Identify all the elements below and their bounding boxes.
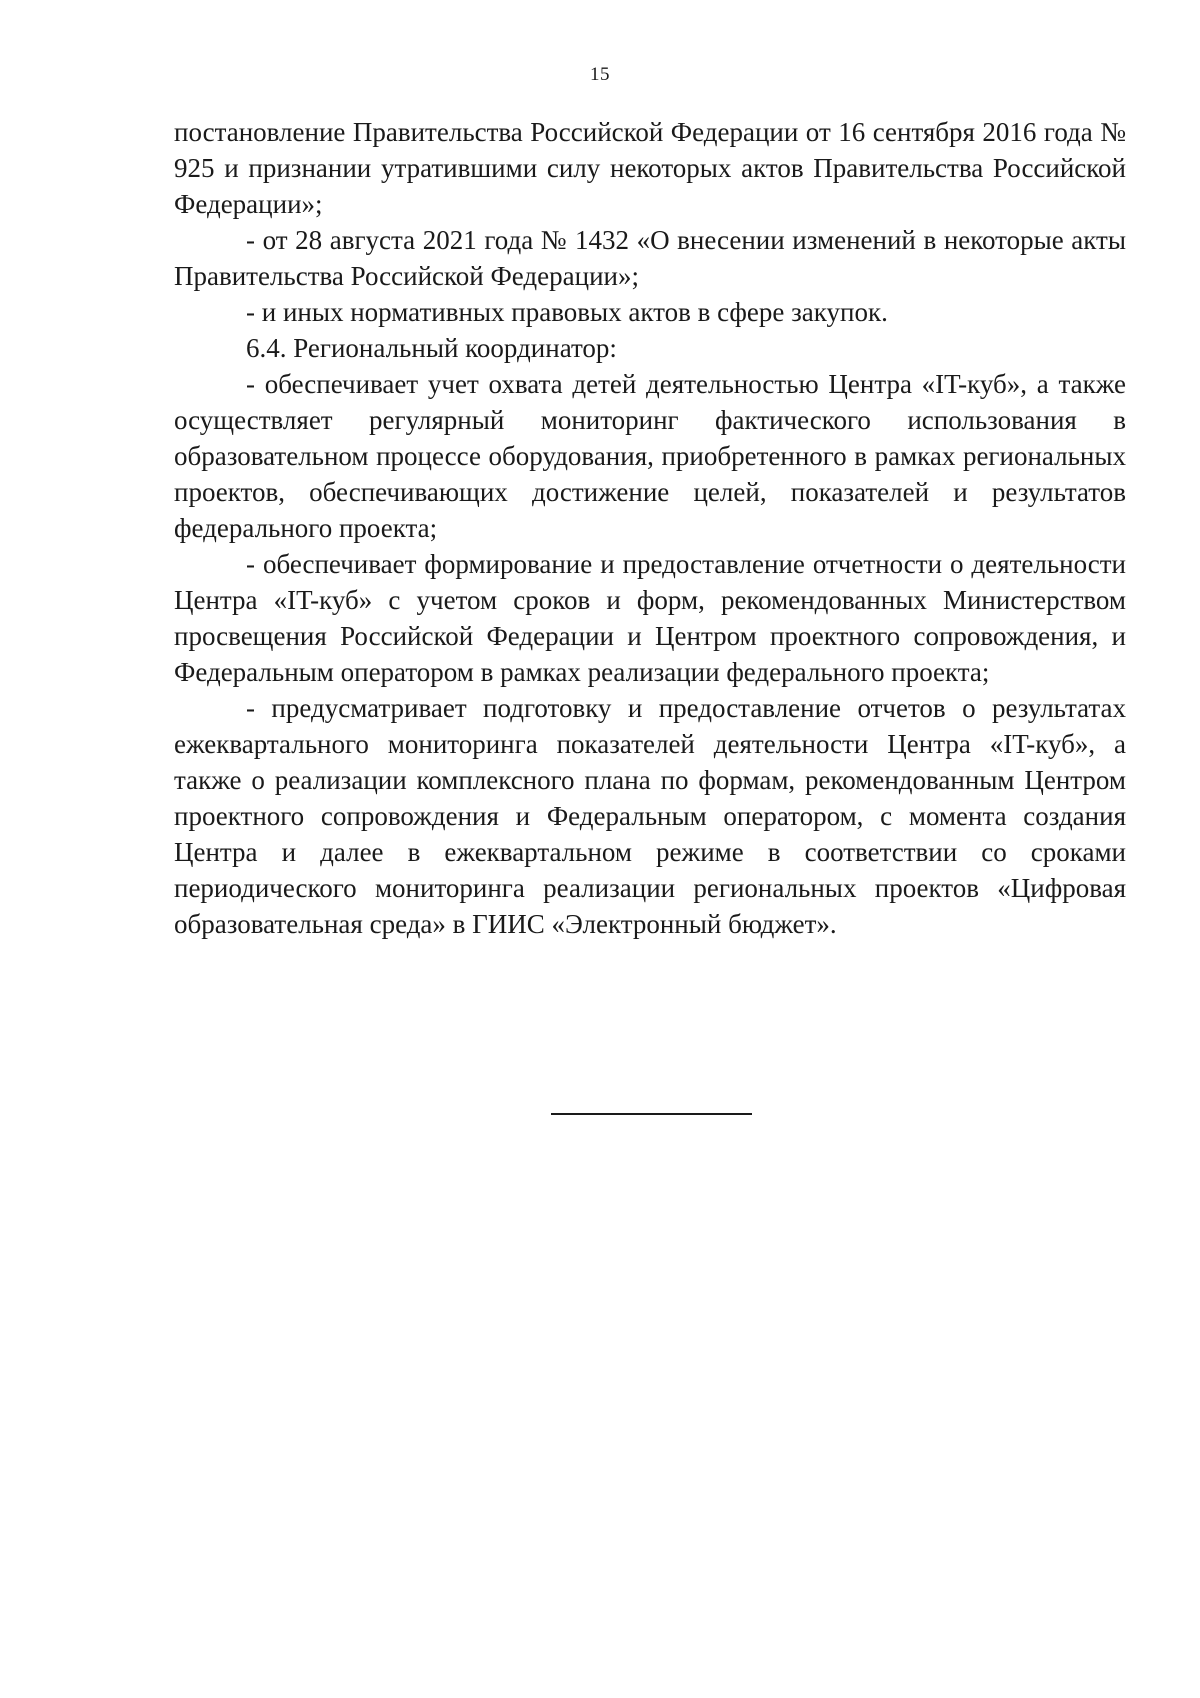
document-body [174,114,1126,942]
paragraph-continuation: постановление Правительства Российской Федерации от 16 сентября 2016 года № 925 и признании утратившими силу некоторых актов Правительства Российской Федерации»; [174,117,1126,219]
paragraph-list-item: - и иных нормативных правовых актов в сфере закупок. [246,297,888,327]
page-number: 15 [590,64,610,85]
paragraph-list-item: - обеспечивает учет охвата детей деятельностью Центра «IT-куб», а также осуществляет регулярный мониторинг фактического использования в образовательном процессе оборудования, приобретенного в рамках региональных проектов, обеспечивающих достижение целей, показателей и результатов федерального проекта; [174,369,1126,543]
paragraph-list-item: - от 28 августа 2021 года № 1432 «О внесении изменений в некоторые акты Правительства Российской Федерации»; [174,225,1126,291]
section-heading: 6.4. Региональный координатор: [246,333,617,363]
paragraph-list-item: - обеспечивает формирование и предоставление отчетности о деятельности Центра «IT-куб» с учетом сроков и форм, рекомендованных Министерством просвещения Российской Федерации и Центром проектного сопровождения, и Федеральным оператором в рамках реализации федерального проекта; [174,549,1126,687]
end-of-document-rule [551,1113,752,1115]
paragraph-list-item: - предусматривает подготовку и предоставление отчетов о результатах ежеквартального мониторинга показателей деятельности Центра «IT-куб», а также о реализации комплексного плана по формам, рекомендованным Центром проектного сопровождения и Федеральным оператором, с момента создания Центра и далее в ежеквартальном режиме в соответствии со сроками периодического мониторинга реализации региональных проектов «Цифровая образовательная среда» в ГИИС «Электронный бюджет». [174,693,1126,939]
